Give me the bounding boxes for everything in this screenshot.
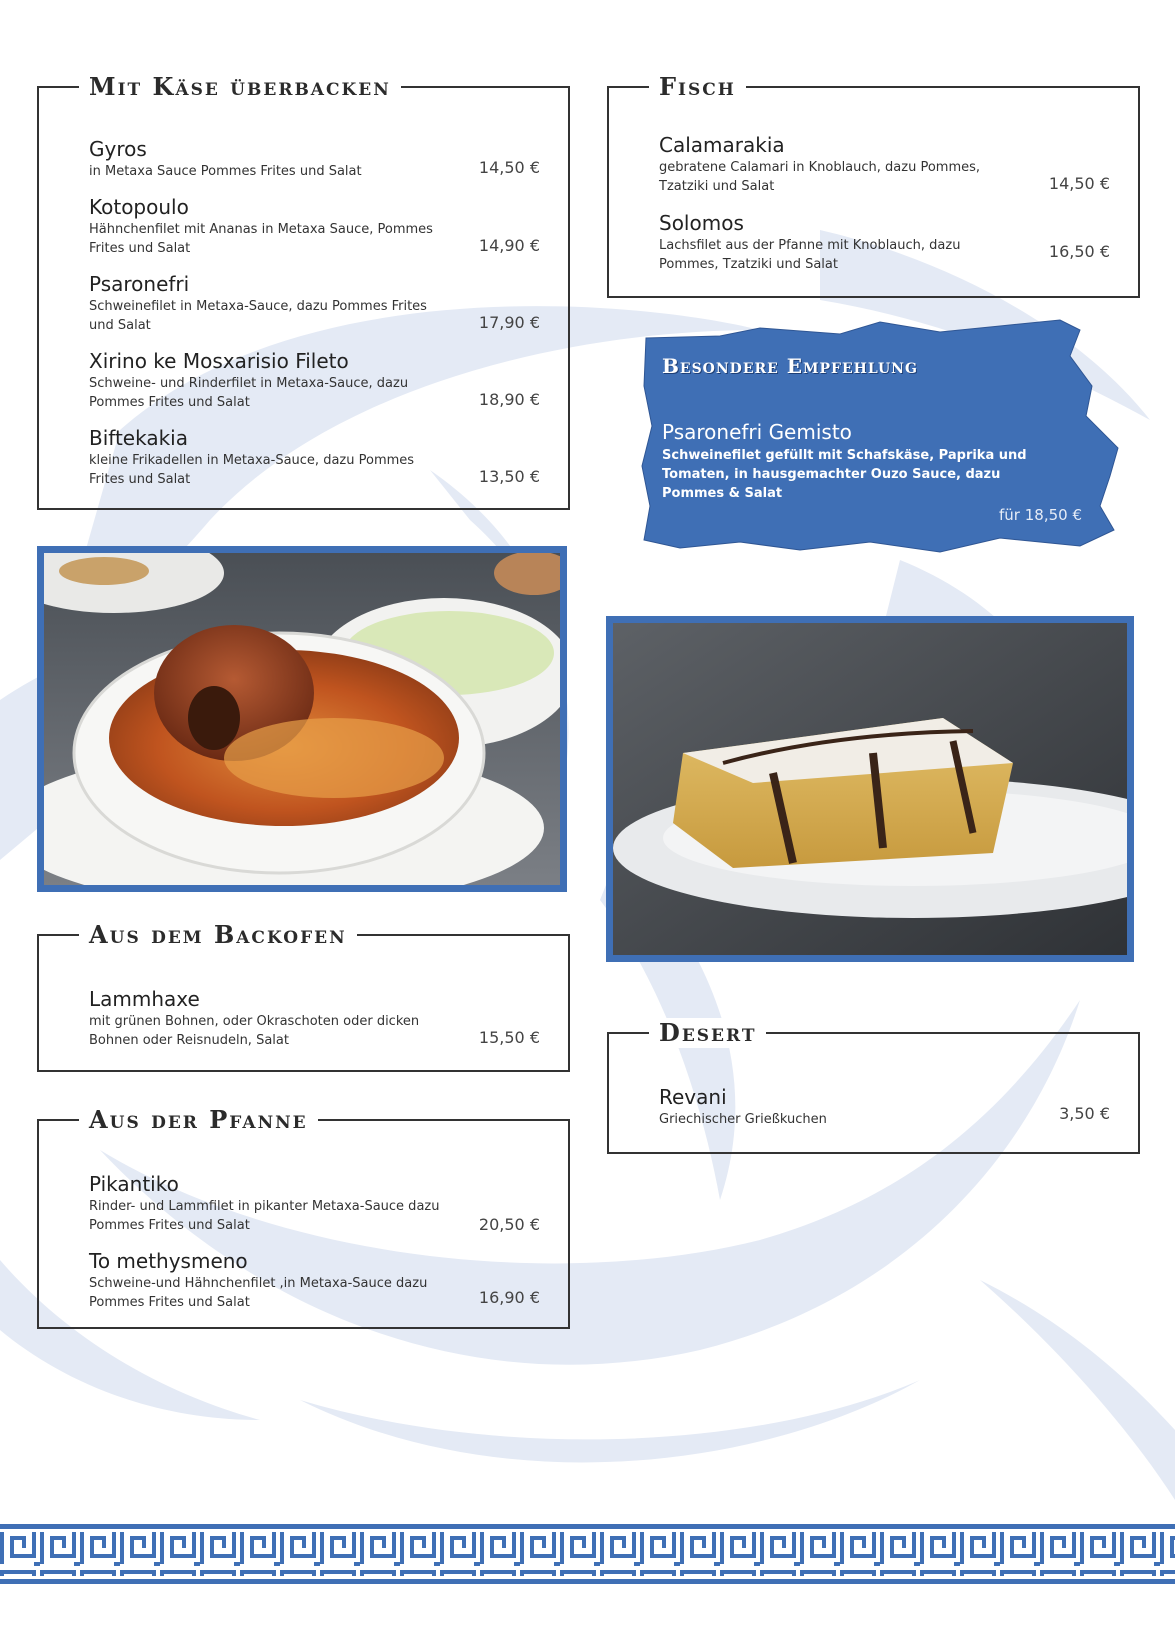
- item-price: 14,50 €: [1048, 174, 1110, 193]
- section-title: Aus dem Backofen: [79, 920, 357, 950]
- section-desert: [607, 1018, 1140, 1154]
- special-item-price: für 18,50 €: [999, 506, 1082, 524]
- section-aus-dem-backofen: [37, 920, 570, 1072]
- item-description: kleine Frikadellen in Metaxa-Sauce, dazu Pommes Frites und Salat: [89, 453, 415, 487]
- special-title: Besondere Empfehlung: [662, 354, 918, 378]
- item-name: Gyros: [89, 137, 147, 161]
- item-name: Revani: [659, 1085, 727, 1109]
- special-recommendation: [640, 316, 1122, 556]
- section-title: Aus der Pfanne: [79, 1105, 318, 1135]
- section-mit-kaese-ueberbacken: [37, 72, 570, 510]
- item-price: 13,50 €: [478, 467, 540, 486]
- menu-item-xirino-ke-mosxarisio-fileto: [89, 348, 540, 418]
- item-description: Schweine-und Hähnchenfilet ,in Metaxa-Sauce dazu Pommes Frites und Salat: [89, 1276, 428, 1310]
- menu-item-pikantiko: [89, 1171, 540, 1241]
- item-price: 20,50 €: [478, 1215, 540, 1234]
- item-description: gebratene Calamari in Knoblauch, dazu Pommes, Tzatziki und Salat: [659, 160, 981, 194]
- menu-item-biftekakia: [89, 425, 540, 495]
- menu-item-kotopoulo: [89, 194, 540, 264]
- item-description: in Metaxa Sauce Pommes Frites und Salat: [89, 164, 362, 179]
- greek-key-border: [0, 1524, 1175, 1584]
- item-description: mit grünen Bohnen, oder Okraschoten oder dicken Bohnen oder Reisnudeln, Salat: [89, 1014, 420, 1048]
- section-title: Desert: [649, 1018, 766, 1048]
- item-price: 18,90 €: [478, 390, 540, 409]
- photo-baked-dish: [37, 546, 567, 892]
- item-name: Kotopoulo: [89, 195, 189, 219]
- item-name: Calamarakia: [659, 133, 785, 157]
- item-name: Biftekakia: [89, 426, 188, 450]
- photo-revani-cake: [606, 616, 1134, 962]
- item-price: 14,90 €: [478, 236, 540, 255]
- menu-item-psaronefri: [89, 271, 540, 341]
- item-description: Hähnchenfilet mit Ananas in Metaxa Sauce, Pommes Frites und Salat: [89, 222, 433, 256]
- item-description: Schweine- und Rinderfilet in Metaxa-Sauce, dazu Pommes Frites und Salat: [89, 376, 409, 410]
- menu-item-gyros: [89, 136, 540, 192]
- item-name: Psaronefri: [89, 272, 190, 296]
- item-description: Griechischer Grießkuchen: [659, 1112, 827, 1127]
- section-title: Mit Käse überbacken: [79, 72, 401, 102]
- item-price: 14,50 €: [478, 158, 540, 177]
- item-name: Lammhaxe: [89, 987, 200, 1011]
- item-price: 16,90 €: [478, 1288, 540, 1307]
- item-price: 17,90 €: [478, 313, 540, 332]
- item-price: 15,50 €: [478, 1028, 540, 1047]
- item-name: Pikantiko: [89, 1172, 179, 1196]
- menu-item-lammhaxe: [89, 986, 540, 1056]
- special-item-name: Psaronefri Gemisto: [662, 420, 852, 444]
- item-price: 3,50 €: [1059, 1104, 1110, 1123]
- menu-item-to-methysmeno: [89, 1248, 540, 1318]
- special-item-description: Schweinefilet gefüllt mit Schafskäse, Paprika und Tomaten, in hausgemachter Ouzo Sauce, dazu Pommes & Salat: [662, 448, 1027, 501]
- item-name: Solomos: [659, 211, 744, 235]
- section-fisch: [607, 72, 1140, 298]
- item-price: 16,50 €: [1048, 242, 1110, 261]
- item-description: Rinder- und Lammfilet in pikanter Metaxa-Sauce dazu Pommes Frites und Salat: [89, 1199, 440, 1233]
- item-name: To methysmeno: [89, 1249, 248, 1273]
- section-aus-der-pfanne: [37, 1105, 570, 1329]
- item-description: Schweinefilet in Metaxa-Sauce, dazu Pommes Frites und Salat: [89, 299, 427, 333]
- item-name: Xirino ke Mosxarisio Fileto: [89, 349, 349, 373]
- menu-item-revani: [659, 1084, 1110, 1134]
- menu-item-solomos: [659, 210, 1110, 280]
- section-title: Fisch: [649, 72, 746, 102]
- item-description: Lachsfilet aus der Pfanne mit Knoblauch, dazu Pommes, Tzatziki und Salat: [659, 238, 961, 272]
- menu-item-calamarakia: [659, 132, 1110, 202]
